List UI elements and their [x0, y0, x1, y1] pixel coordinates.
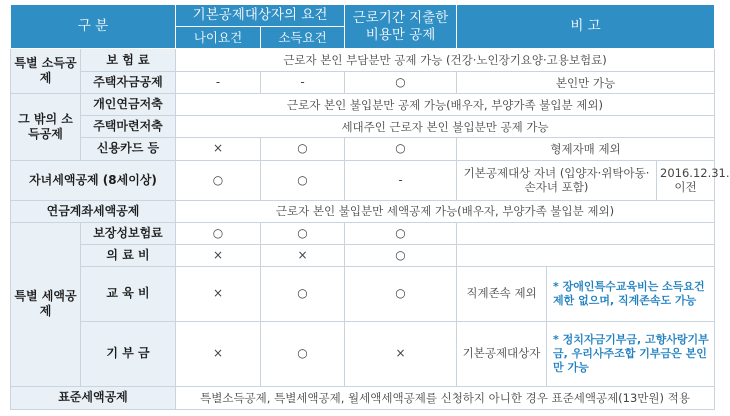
header-income-requirement: 소득요건 — [261, 27, 345, 49]
education-asterisk-note: * 장애인특수교육비는 소득요건 제한 없으며, 직계존속도 가능 — [547, 266, 715, 321]
item-pension-account: 연금계좌세액공제 — [11, 200, 176, 222]
header-remarks: 비 고 — [457, 5, 715, 49]
table-row — [11, 244, 715, 266]
education-period: ○ — [345, 266, 457, 321]
medical-income: × — [261, 244, 345, 266]
item-medical: 의 료 비 — [81, 244, 176, 266]
child-date: 2016.12.31. 이전 — [657, 160, 715, 200]
table-row — [11, 49, 715, 72]
header-category: 구 분 — [11, 5, 176, 49]
donation-asterisk-note: * 정치자금기부금, 고향사랑기부금, 우리사주조합 기부금은 본인만 가능 — [547, 321, 715, 386]
item-insurance: 보 험 료 — [81, 49, 176, 72]
donation-period: × — [345, 321, 457, 386]
note-education: 직계존속 제외 — [457, 266, 547, 321]
table-row — [11, 200, 715, 222]
table-row — [11, 266, 715, 321]
note-credit-card: 형제자매 제외 — [457, 138, 715, 160]
table-row — [11, 116, 715, 138]
header-age-requirement: 나이요건 — [176, 27, 261, 49]
protection-income: ○ — [261, 222, 345, 244]
note-housing-savings: 세대주인 근로자 본인 불입분만 공제 가능 — [176, 116, 715, 138]
note-medical-empty — [457, 244, 715, 266]
table-row — [11, 386, 715, 409]
housing-age: - — [176, 72, 261, 94]
protection-age: ○ — [176, 222, 261, 244]
header-employment-period: 근로기간 지출한 비용만 공제 — [345, 5, 457, 49]
table-row — [11, 72, 715, 94]
table-row — [11, 222, 715, 244]
note-child: 기본공제대상 자녀 (입양자·위탁아동·손자녀 포함) — [457, 160, 657, 200]
item-donation: 기 부 금 — [81, 321, 176, 386]
housing-period: ○ — [345, 72, 457, 94]
table-row — [11, 138, 715, 160]
item-protection-insurance: 보장성보험료 — [81, 222, 176, 244]
item-housing: 주택자금공제 — [81, 72, 176, 94]
group-special-income: 특별 소득공제 — [11, 49, 81, 94]
housing-income: - — [261, 72, 345, 94]
table-row — [11, 94, 715, 116]
child-period: - — [345, 160, 457, 200]
education-age: × — [176, 266, 261, 321]
item-education: 교 육 비 — [81, 266, 176, 321]
group-other-income: 그 밖의 소득공제 — [11, 94, 81, 160]
credit-card-income: ○ — [261, 138, 345, 160]
child-age: ○ — [176, 160, 261, 200]
child-income: ○ — [261, 160, 345, 200]
medical-age: × — [176, 244, 261, 266]
note-housing: 본인만 가능 — [457, 72, 715, 94]
item-child: 자녀세액공제 (8세이상) — [11, 160, 176, 200]
item-housing-savings: 주택마련저축 — [81, 116, 176, 138]
note-pension-account: 근로자 본인 불입분만 세액공제 가능(배우자, 부양가족 불입분 제외) — [176, 200, 715, 222]
item-pension-savings: 개인연금저축 — [81, 94, 176, 116]
group-special-tax: 특별 세액공제 — [11, 222, 81, 386]
table-row — [11, 321, 715, 386]
deduction-requirements-table — [10, 4, 730, 410]
table-row — [11, 160, 715, 200]
item-credit-card: 신용카드 등 — [81, 138, 176, 160]
note-pension-savings: 근로자 본인 불입분만 공제 가능(배우자, 부양가족 불입분 제외) — [176, 94, 715, 116]
donation-income: ○ — [261, 321, 345, 386]
credit-card-age: × — [176, 138, 261, 160]
header-dependent-requirement: 기본공제대상자의 요건 — [176, 5, 345, 27]
donation-age: × — [176, 321, 261, 386]
item-standard: 표준세액공제 — [11, 386, 176, 409]
medical-period: ○ — [345, 244, 457, 266]
protection-period: ○ — [345, 222, 457, 244]
note-protection-empty — [457, 222, 715, 244]
education-income: ○ — [261, 266, 345, 321]
note-standard: 특별소득공제, 특별세액공제, 월세액세액공제를 신청하지 아니한 경우 표준세액공제(13만원) 적용 — [176, 386, 715, 409]
note-insurance: 근로자 본인 부담분만 공제 가능 (건강·노인장기요양·고용보험료) — [176, 49, 715, 72]
note-donation: 기본공제대상자 — [457, 321, 547, 386]
credit-card-period: ○ — [345, 138, 457, 160]
